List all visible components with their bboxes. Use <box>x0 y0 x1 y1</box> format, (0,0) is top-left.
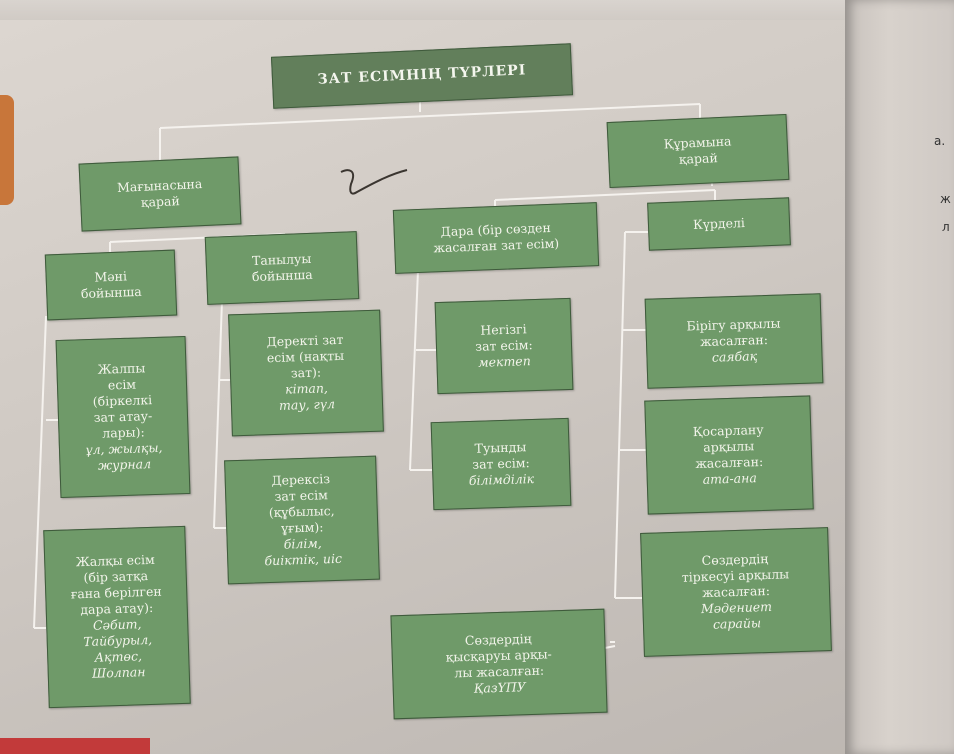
sub-by-meaning <box>45 250 177 321</box>
leaf-proper-example: Сәбит, Тайбурыл, Ақтөс, Шолпан <box>83 616 153 681</box>
sub-by-recognition-label: Танылуы бойынша <box>251 250 313 285</box>
leaf-derived-noun <box>431 418 572 510</box>
leaf-merging-text: Бірігу арқылы жасалған: <box>686 315 781 350</box>
branch-composition <box>607 114 790 188</box>
diagram-title-text: ЗАТ ЕСІМНІҢ ТҮРЛЕРІ <box>317 62 527 88</box>
leaf-concrete-noun <box>228 310 384 437</box>
leaf-abbrev-text: Сөздердің қысқаруы арқы- лы жасалған: <box>445 630 552 681</box>
margin-letter: л <box>942 220 950 234</box>
leaf-concrete-text: Деректі зат есім (нақты зат): <box>266 331 345 381</box>
leaf-proper-text: Жалқы есім (бір затқа ғана берілген дара атау): <box>70 551 162 618</box>
leaf-abbrev-example: ҚазҮПУ <box>473 679 527 696</box>
sub-simple <box>393 202 599 274</box>
margin-letter: а. <box>934 134 946 148</box>
leaf-word-phrase <box>640 527 832 657</box>
branch-meaning-label: Мағынасына қарай <box>116 176 203 210</box>
sub-compound-label: Күрделі <box>692 215 746 232</box>
leaf-merging <box>645 293 824 388</box>
sub-simple-label: Дара (бір сөзден жасалған зат есім) <box>433 219 560 256</box>
leaf-pairing-text: Қосарлану арқылы жасалған: <box>692 421 764 472</box>
leaf-proper-noun <box>43 526 191 708</box>
check-mark-icon <box>335 160 415 208</box>
sub-by-recognition <box>205 231 359 305</box>
leaf-merging-example: саябақ <box>711 348 758 365</box>
leaf-concrete-example: кітап, тау, гүл <box>278 380 336 413</box>
sub-compound <box>647 197 791 250</box>
leaf-common-text: Жалпы есім (біркелкі зат атау- лары): <box>92 360 153 441</box>
leaf-root-noun <box>435 298 574 394</box>
margin-letter: ж <box>940 192 951 206</box>
leaf-phrase-example: Мәдениет сарайы <box>700 598 773 632</box>
leaf-phrase-text: Сөздердің тіркесуі арқылы жасалған: <box>681 550 790 601</box>
leaf-pairing <box>644 395 813 514</box>
leaf-common-example: ұл, жылқы, журнал <box>85 439 163 473</box>
leaf-root-example: мектеп <box>477 353 531 370</box>
branch-meaning <box>79 156 242 231</box>
leaf-root-text: Негізгі зат есім: <box>475 321 533 354</box>
branch-composition-label: Құрамына қарай <box>663 133 732 167</box>
leaf-derived-example: білімділік <box>468 470 535 489</box>
leaf-common-noun <box>56 336 191 498</box>
leaf-abstract-noun <box>224 456 380 585</box>
leaf-abstract-text: Дерексіз зат есім (құбылыс, ұғым): <box>268 471 335 536</box>
leaf-pairing-example: ата-ана <box>702 470 758 487</box>
leaf-abbreviation <box>390 609 607 720</box>
sub-by-meaning-label: Мәні бойынша <box>80 268 142 302</box>
leaf-abstract-example: білім, биіктік, иіс <box>264 535 343 569</box>
leaf-derived-text: Туынды зат есім: <box>471 439 530 472</box>
